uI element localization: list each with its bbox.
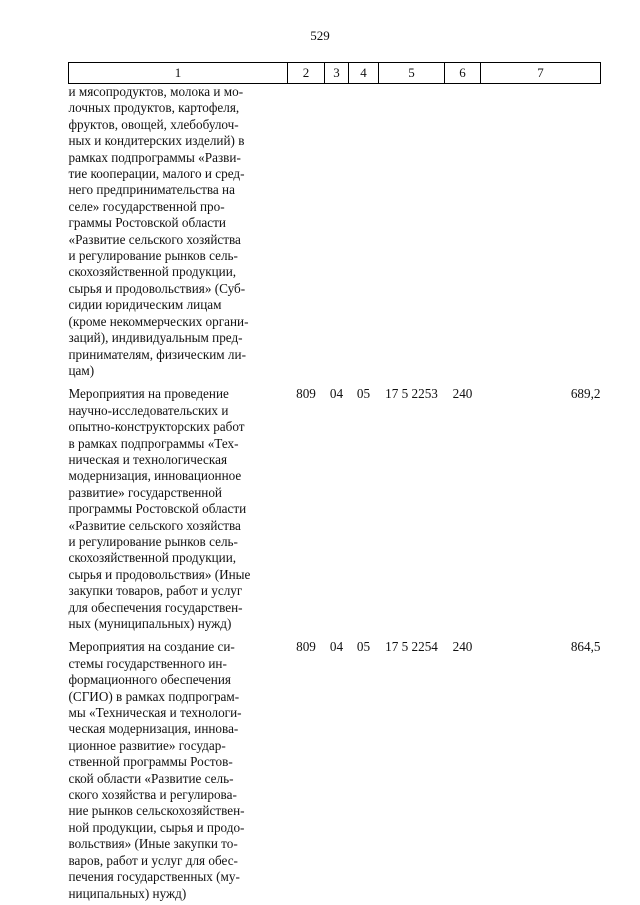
- row-amount: 689,2: [570, 386, 601, 402]
- column-header-2: 2: [288, 63, 325, 84]
- column-header-1: 1: [69, 63, 288, 84]
- column-header-7: 7: [481, 63, 601, 84]
- row-section-code: [325, 84, 349, 380]
- row-subsection-code: [349, 84, 379, 380]
- row-subsection-code: 05: [356, 639, 371, 655]
- row-target-article: 17 5 2253: [385, 386, 438, 402]
- header-row: [69, 63, 601, 84]
- row-description: Мероприятия на создание си- стемы государственного ин- формационного обеспечения (СГИО) в рамках подпрограм- мы «Техническая и технологи- ческая модернизация, иннова- ционное развитие» государ- ственной программы Ростов- ской области «Развитие сель- ского хозяйства и регулирова- ние рынков сельскохозяйствен- ной продукции, сырья и продо- вольствия» (Иные закупки то- варов, работ и услуг для обес- печения государственных (му- ниципальных) нужд): [68, 639, 245, 901]
- column-header-4: 4: [349, 63, 379, 84]
- row-description: и мясопродуктов, молока и мо- лочных продуктов, картофеля, фруктов, овощей, хлебобулоч- ных и кондитерских изделий) в рамках подпрограммы «Разви- тие кооперации, малого и сред- него предпринимательства на селе» государственной про- граммы Ростовской области «Развитие сельского хозяйства и регулирование рынков сель- скохозяйственной продукции, сырья и продовольствия» (Суб- сидии юридическим лицам (кроме некоммерческих органи- заций), индивидуальным пред- принимателям, физическим ли- цам): [68, 84, 249, 378]
- row-expense-type: 240: [452, 386, 473, 402]
- row-description: Мероприятия на проведение научно-исследовательских и опытно-конструкторских работ в рамках подпрограммы «Тех- ническая и технологическая модернизация, инновационное развитие» государственной программы Ростовской области «Развитие сельского хозяйства и регулирование рынков сель- скохозяйственной продукции, сырья и продовольствия» (Иные закупки товаров, работ и услуг для обеспечения государствен- ных (муниципальных) нужд): [68, 386, 251, 631]
- row-target-article: [379, 84, 445, 380]
- row-ministry-code: [288, 84, 325, 380]
- row-expense-type: 240: [452, 639, 473, 655]
- table-row: [69, 632, 601, 902]
- row-target-article: 17 5 2254: [385, 639, 438, 655]
- row-subsection-code: 05: [356, 386, 371, 402]
- table-row: [69, 379, 601, 632]
- column-header-6: 6: [445, 63, 481, 84]
- row-amount: [481, 84, 601, 380]
- budget-table: [68, 62, 601, 902]
- column-header-3: 3: [325, 63, 349, 84]
- row-section-code: 04: [329, 639, 344, 655]
- row-amount: 864,5: [570, 639, 601, 655]
- row-ministry-code: 809: [296, 386, 316, 402]
- column-header-5: 5: [379, 63, 445, 84]
- row-expense-type: [445, 84, 481, 380]
- row-section-code: 04: [329, 386, 344, 402]
- row-ministry-code: 809: [296, 639, 316, 655]
- page-number: 529: [310, 28, 330, 43]
- table-row: [69, 84, 601, 380]
